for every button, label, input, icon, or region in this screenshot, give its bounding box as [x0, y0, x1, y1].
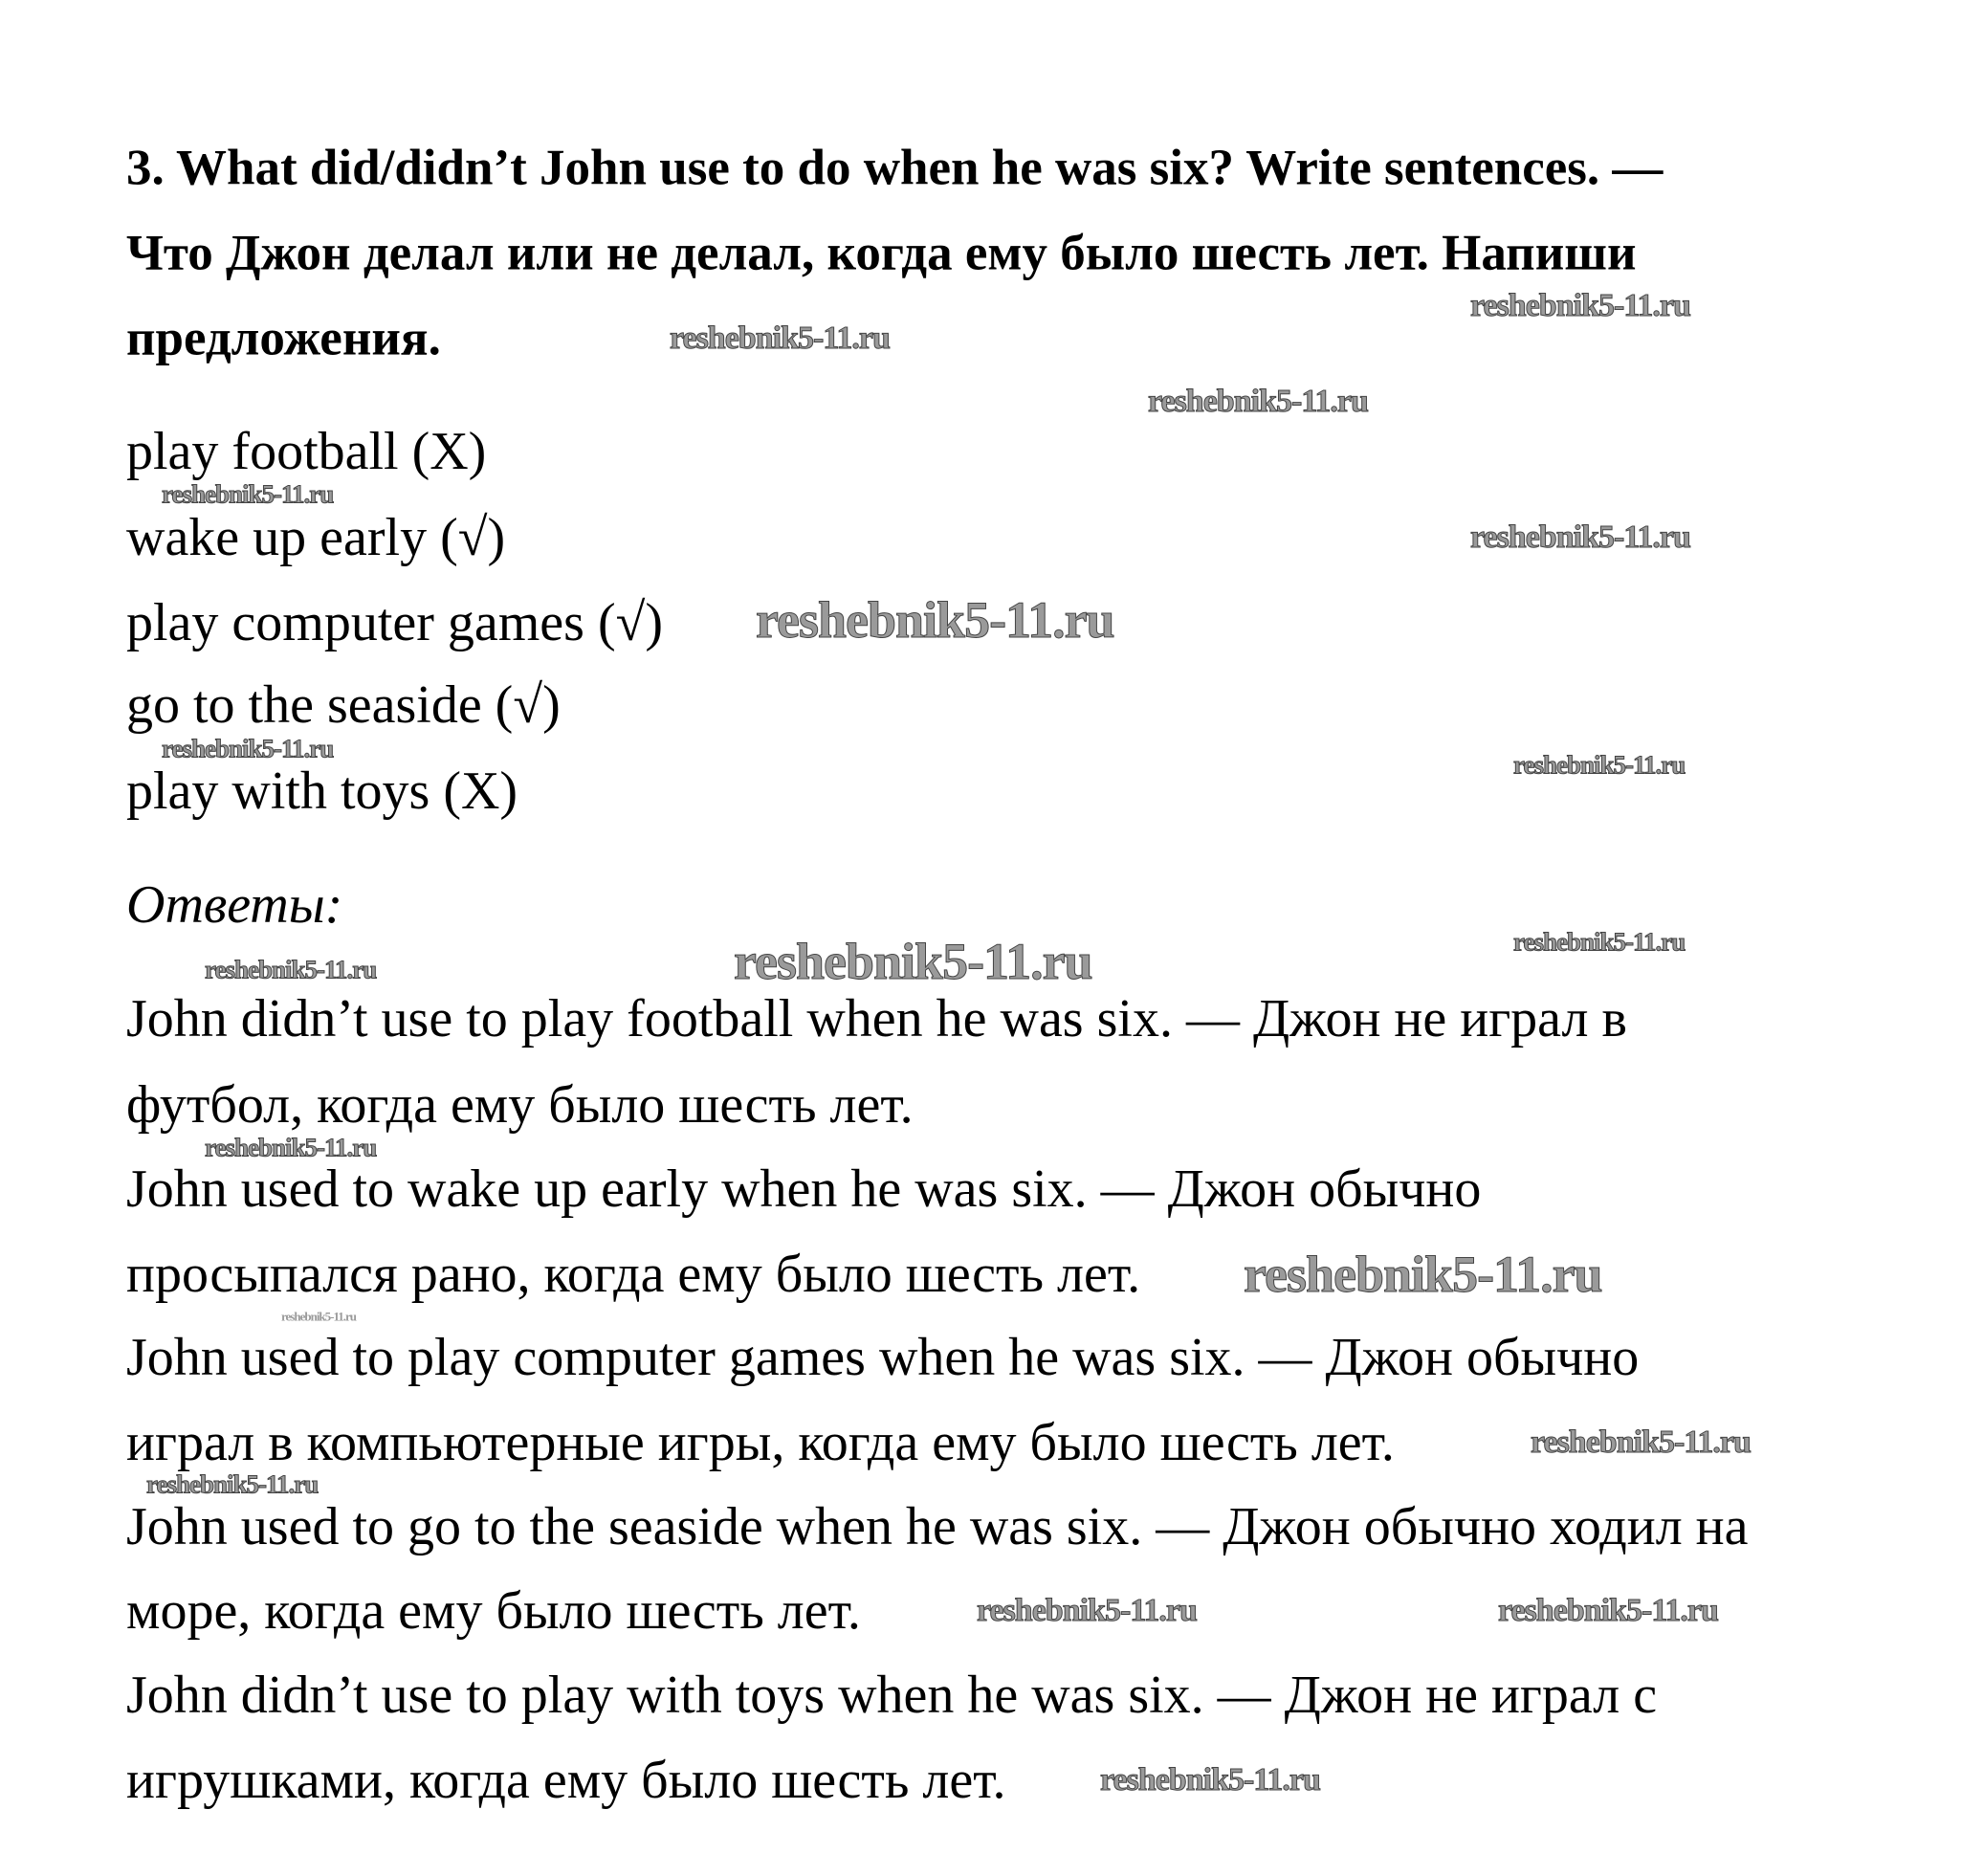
watermark: reshebnik5-11.ru: [1513, 927, 1686, 957]
watermark: reshebnik5-11.ru: [1513, 750, 1686, 780]
task-item: play football (X): [126, 422, 487, 481]
watermark: reshebnik5-11.ru: [734, 933, 1092, 990]
watermark: reshebnik5-11.ru: [1470, 288, 1690, 323]
task-title-line: 3. What did/didn’t John use to do when he was six? Write sentences. —: [126, 140, 1664, 196]
watermark: reshebnik5-11.ru: [205, 955, 377, 984]
answer-line: играл в компьютерные игры, когда ему было шесть лет.: [126, 1413, 1395, 1472]
task-title-line: Что Джон делал или не делал, когда ему было шесть лет. Напиши: [126, 225, 1637, 281]
watermark: reshebnik5-11.ru: [162, 479, 334, 509]
task-item: wake up early (√): [126, 508, 506, 567]
answer-line: John used to play computer games when he was six. — Джон обычно: [126, 1328, 1640, 1387]
answer-line: игрушками, когда ему было шесть лет.: [126, 1751, 1006, 1810]
answer-line: John used to wake up early when he was six. — Джон обычно: [126, 1159, 1482, 1219]
watermark: reshebnik5-11.ru: [205, 1133, 377, 1162]
answer-line: море, когда ему было шесть лет.: [126, 1581, 861, 1641]
answer-line: John didn’t use to play with toys when he was six. — Джон не играл с: [126, 1666, 1658, 1725]
answer-line: John didn’t use to play football when he was six. — Джон не играл в: [126, 989, 1627, 1048]
watermark: reshebnik5-11.ru: [146, 1469, 319, 1499]
watermark: reshebnik5-11.ru: [670, 320, 890, 356]
answer-line: просыпался рано, когда ему было шесть лет.: [126, 1245, 1141, 1304]
task-item: play with toys (X): [126, 761, 518, 821]
watermark: reshebnik5-11.ru: [1148, 384, 1368, 419]
watermark: reshebnik5-11.ru: [756, 591, 1114, 649]
answer-line: John used to go to the seaside when he was six. — Джон обычно ходил на: [126, 1497, 1749, 1556]
answers-heading: Ответы:: [126, 875, 343, 935]
watermark: reshebnik5-11.ru: [162, 734, 334, 763]
task-title-line: предложения.: [126, 310, 441, 366]
watermark: reshebnik5-11.ru: [1100, 1762, 1320, 1798]
answer-line: футбол, когда ему было шесть лет.: [126, 1075, 914, 1135]
watermark: reshebnik5-11.ru: [1531, 1424, 1751, 1460]
task-item: go to the seaside (√): [126, 675, 561, 735]
watermark: reshebnik5-11.ru: [1498, 1593, 1718, 1628]
task-item: play computer games (√): [126, 593, 663, 652]
watermark: reshebnik5-11.ru: [1470, 519, 1690, 555]
watermark: reshebnik5-11.ru: [977, 1593, 1197, 1628]
watermark: reshebnik5-11.ru: [1244, 1246, 1602, 1303]
watermark: reshebnik5-11.ru: [281, 1309, 357, 1324]
